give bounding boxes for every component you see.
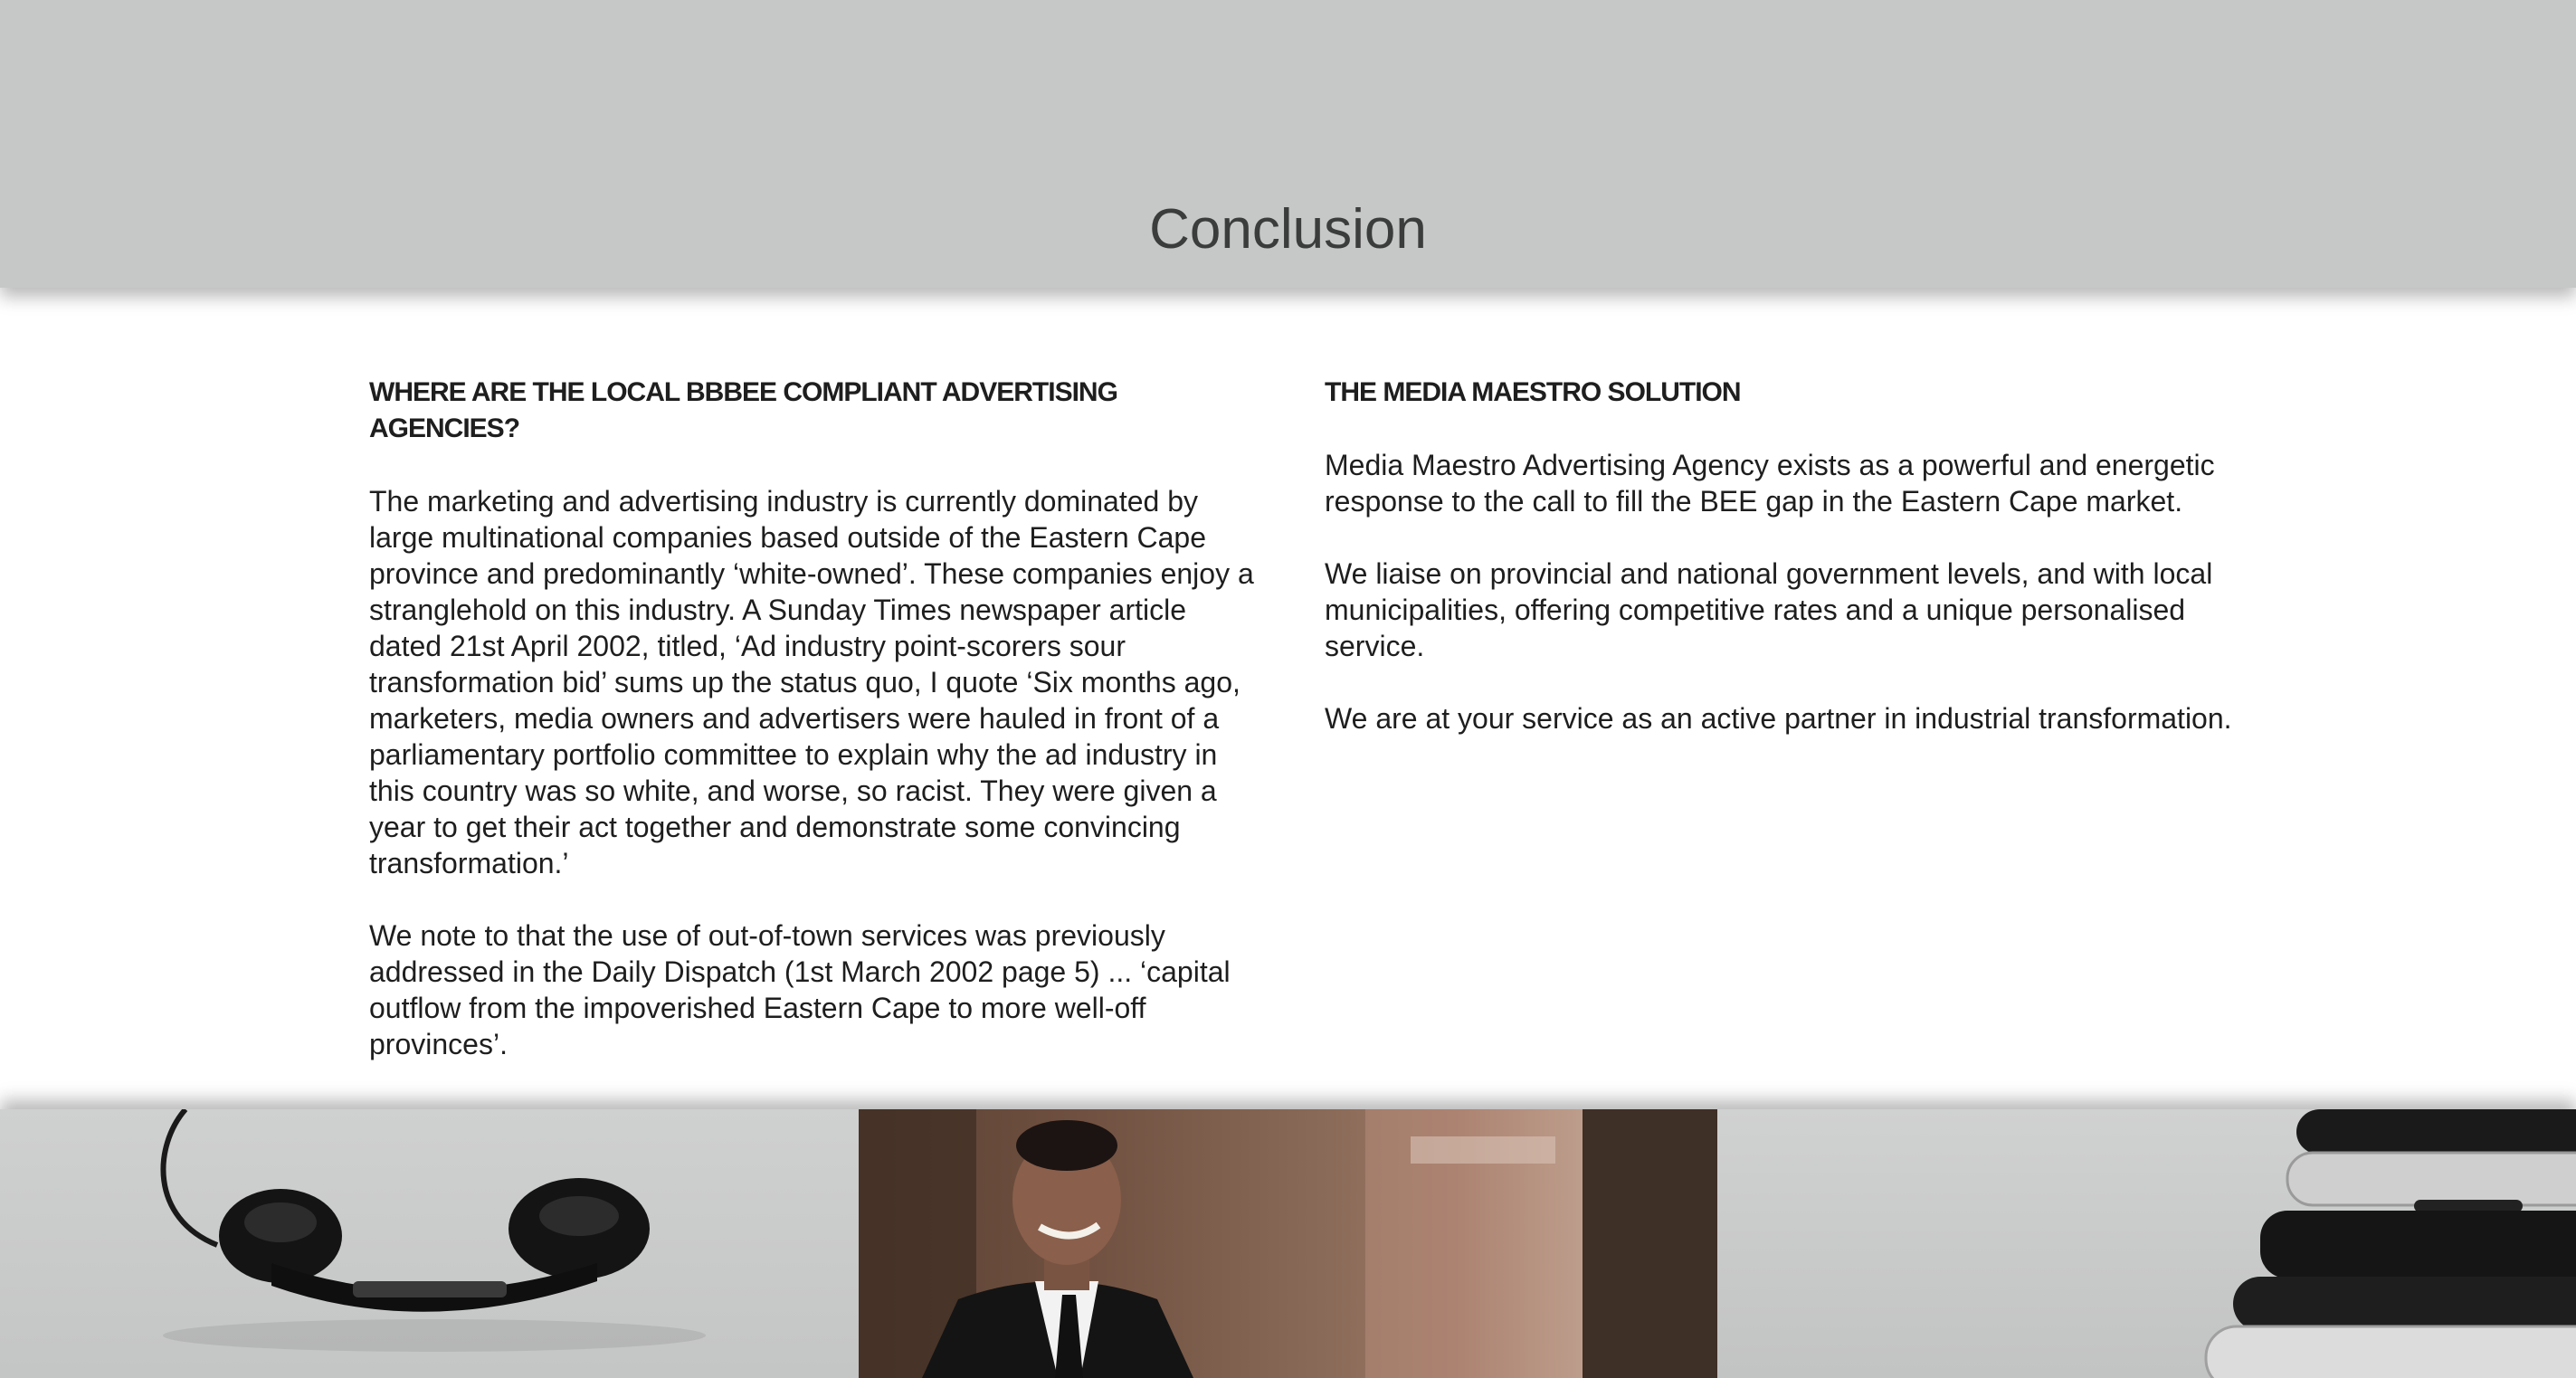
businessman-photo [859,1109,1717,1378]
page-title: Conclusion [1149,198,1427,261]
header-banner [0,0,2576,288]
smiling-businessman-photo [859,1109,1717,1378]
right-column [1325,375,2266,773]
right-paragraph-1: Media Maestro Advertising Agency exists as a powerful and energetic response to the call to fill the BEE gap in the Eastern Cape market. [1325,449,2215,518]
left-paragraph-2: We note to that the use of out-of-town services was previously addressed in the Daily Dispatch (1st March 2002 page 5) ... ‘capital outflow from the impoverished Eastern Cape to more well-off provinces’. [369,919,1231,1060]
left-column-heading: WHERE ARE THE LOCAL BBBEE COMPLIANT ADVERTISING AGENCIES? [369,377,1117,443]
content-area [0,288,2576,1109]
stacked-mobile-devices-icon [1717,1109,2576,1378]
telephone-photo [0,1109,859,1378]
left-paragraph-1: The marketing and advertising industry is currently dominated by large multinational companies based outside of the Eastern Cape province and predominantly ‘white-owned’. These companies enjoy a stranglehold on this industry. A Sunday Times newspaper article dated 21st April 2002, titled, ‘Ad industry point-scorers sour transformation bid’ sums up the status quo, I quote ‘Six months ago, marketers, media owners and advertisers were hauled in front of a parliamentary portfolio committee to explain why the ad industry in this country was so white, and worse, so racist. They were given a year to get their act together and demonstrate some convincing transformation.’ [369,485,1254,879]
right-paragraph-2: We liaise on provincial and national government levels, and with local municipalities, offering competitive rates and a unique personalised service. [1325,557,2213,662]
right-paragraph-3: We are at your service as an active partner in industrial transformation. [1325,702,2232,735]
telephone-handset-icon [0,1109,859,1378]
right-column-heading: THE MEDIA MAESTRO SOLUTION [1325,377,1741,407]
footer-image-strip [0,1109,2576,1378]
left-column [369,375,1260,1098]
devices-photo [1717,1109,2576,1378]
